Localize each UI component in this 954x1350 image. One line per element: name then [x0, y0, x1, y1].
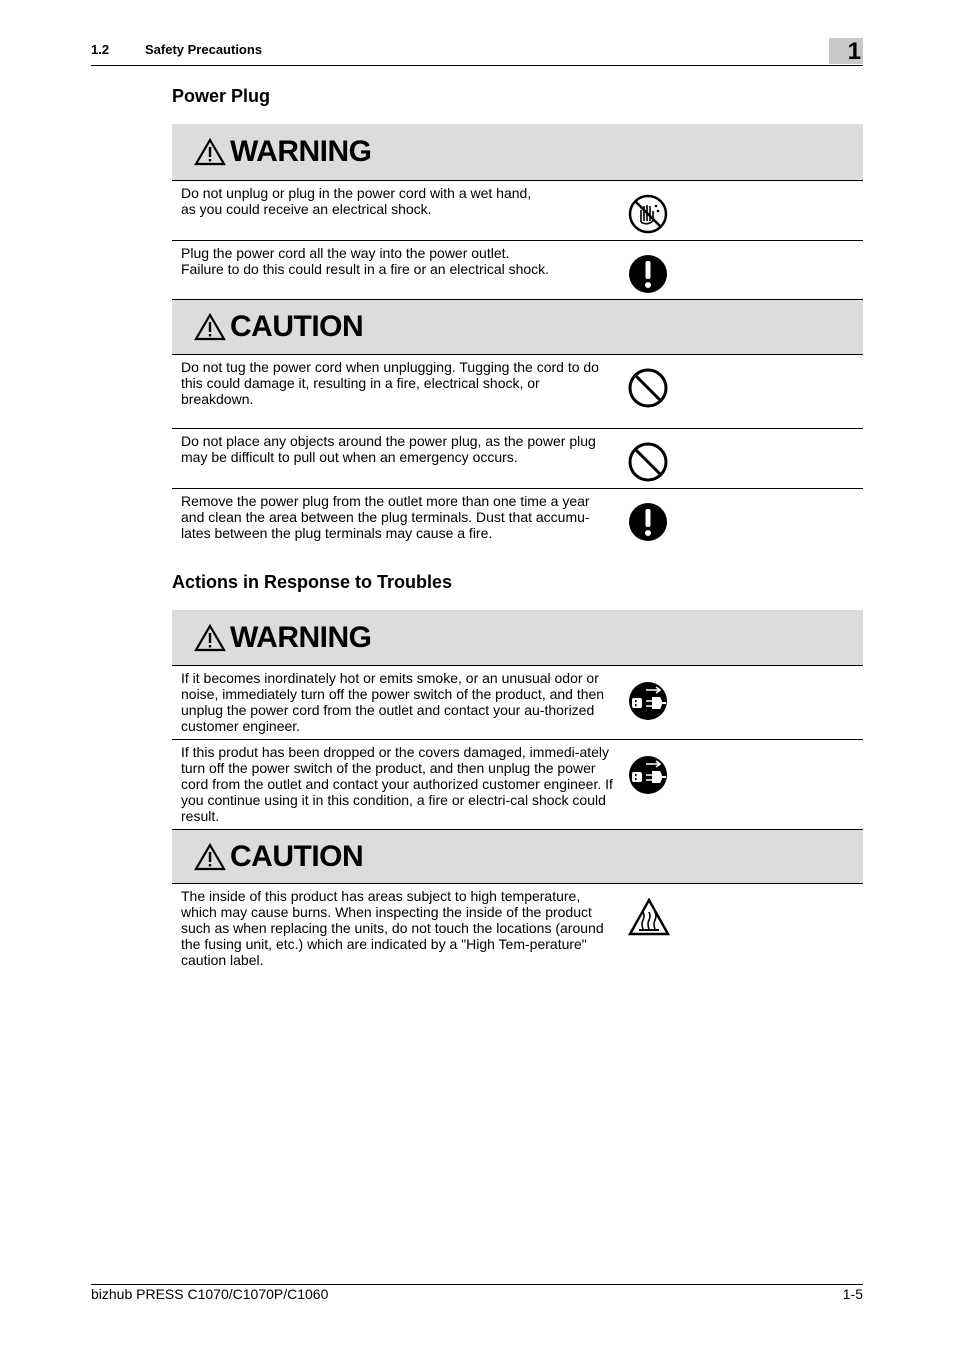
- safety-text: The inside of this product has areas subject to high temperature, which may cause burns. When inspecting the inside of the product such as when replacing the units, do not touch the locations (around the fusing unit, etc.) which are indicated by a "High Tem-perature" caution label.: [181, 888, 604, 968]
- prohibited-icon: [628, 442, 668, 482]
- warning-label: WARNING: [230, 620, 372, 654]
- warning-band: [172, 124, 863, 181]
- caution-label: CAUTION: [230, 839, 364, 873]
- footer-page-number: 1-5: [842, 1286, 863, 1302]
- safety-text: If it becomes inordinately hot or emits smoke, or an unusual odor or noise, immediately turn off the power switch of the product, and then unplug the power cord from the outlet and contact your au-thorized customer engineer.: [181, 670, 605, 734]
- list-item: [172, 489, 863, 549]
- footer-divider: [91, 1284, 863, 1285]
- safety-text: Plug the power cord all the way into the power outlet. Failure to do this could result in a fire or an electrical shock.: [181, 245, 550, 277]
- heading-actions-troubles: Actions in Response to Troubles: [172, 572, 453, 592]
- list-item: [172, 666, 863, 740]
- list-item: [172, 181, 863, 241]
- no-wet-hands-icon: [628, 194, 668, 234]
- power-plug-warning-table: [172, 124, 863, 549]
- list-item: [172, 241, 863, 300]
- caution-label: CAUTION: [230, 310, 364, 343]
- mandatory-action-icon: [628, 254, 668, 294]
- header-divider: [91, 65, 863, 66]
- warning-band: [172, 610, 863, 666]
- troubles-warning-table: [172, 610, 863, 972]
- unplug-icon: [628, 755, 668, 795]
- warning-triangle-icon: [194, 843, 226, 871]
- list-item: [172, 740, 863, 830]
- safety-text: If this produt has been dropped or the covers damaged, immedi-ately turn off the power switch of the product, and then unplug the power cord from the outlet and contact your authorized customer engineer. If you continue using it in this condition, a fire or electri-cal shock could result.: [181, 744, 613, 824]
- warning-label: WARNING: [230, 135, 372, 168]
- list-item: [172, 884, 863, 972]
- caution-band: [172, 300, 863, 355]
- heading-power-plug: Power Plug: [172, 86, 271, 106]
- footer-product-name: bizhub PRESS C1070/C1070P/C1060: [91, 1286, 329, 1302]
- safety-text: Do not tug the power cord when unplugging. Tugging the cord to do this could damage it, resulting in a fire, electrical shock, or breakdown.: [181, 359, 599, 407]
- list-item: [172, 355, 863, 429]
- hot-surface-icon: [628, 898, 670, 936]
- prohibited-icon: [628, 368, 668, 408]
- safety-text: Do not place any objects around the power plug, as the power plug may be difficult to pull out when an emergency occurs.: [181, 433, 596, 465]
- safety-text: Do not unplug or plug in the power cord with a wet hand, as you could receive an electrical shock.: [181, 185, 532, 217]
- chapter-number-tab: 1: [829, 38, 863, 64]
- unplug-icon: [628, 681, 668, 721]
- section-number: 1.2: [91, 42, 110, 57]
- warning-triangle-icon: [194, 624, 226, 652]
- mandatory-action-icon: [628, 502, 668, 542]
- warning-triangle-icon: [194, 138, 226, 166]
- caution-band: [172, 830, 863, 884]
- safety-text: Remove the power plug from the outlet more than one time a year and clean the area between the plug terminals. Dust that accumu-lates between the plug terminals may cause a fire.: [181, 493, 590, 541]
- list-item: [172, 429, 863, 489]
- section-title: Safety Precautions: [145, 42, 263, 57]
- warning-triangle-icon: [194, 313, 226, 341]
